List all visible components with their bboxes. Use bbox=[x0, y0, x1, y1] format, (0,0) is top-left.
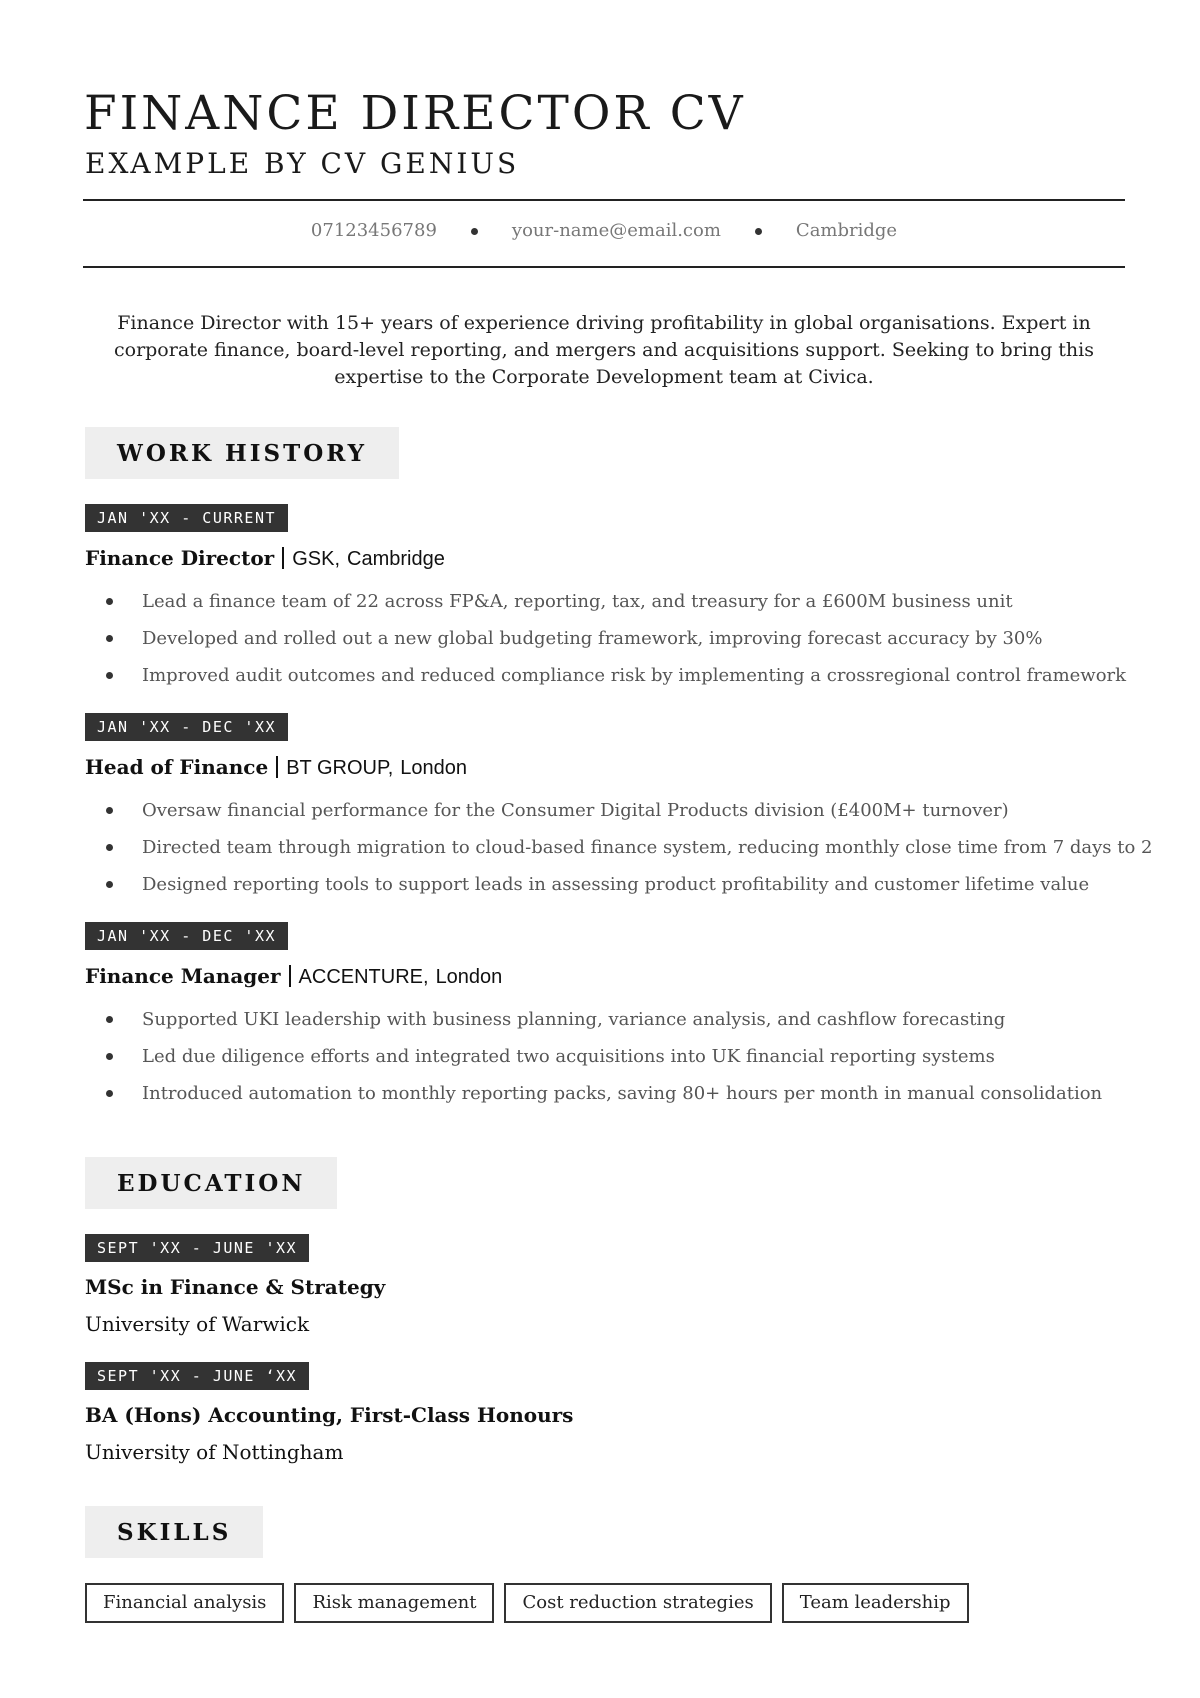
education-date-badge: SEPT 'XX - JUNE ‘XX bbox=[85, 1362, 309, 1390]
job-role: Finance Manager bbox=[85, 964, 281, 988]
job-company: ACCENTURE bbox=[298, 966, 423, 988]
job-location: London bbox=[435, 966, 503, 988]
job-date-badge: JAN 'XX - DEC 'XX bbox=[85, 713, 288, 741]
header-divider-top bbox=[83, 199, 1125, 201]
bullet-dot-icon bbox=[106, 672, 113, 679]
bullet-text: Designed reporting tools to support leads in assessing product profitability and customer lifetime value bbox=[142, 874, 1090, 895]
cv-title: FINANCE DIRECTOR CV bbox=[84, 86, 746, 141]
job-location: Cambridge bbox=[347, 548, 445, 570]
job-company: BT GROUP bbox=[286, 757, 388, 779]
education-school: University of Nottingham bbox=[85, 1440, 344, 1464]
bullet-text: Lead a finance team of 22 across FP&A, reporting, tax, and treasury for a £600M business unit bbox=[142, 591, 1013, 612]
list-item bbox=[85, 829, 1153, 866]
job-title-line: Finance Director GSK, Cambridge bbox=[85, 546, 445, 570]
profile-summary: Finance Director with 15+ years of experience driving profitability in global organisations. Expert in corporate finance, board-level reporting, and mergers and acquisitions support. Seeking to bring this expertise to the Corporate Development team at Civica. bbox=[113, 312, 1094, 388]
list-item bbox=[85, 583, 1126, 620]
bullet-dot-icon bbox=[106, 807, 113, 814]
section-header-education: EDUCATION bbox=[85, 1157, 337, 1209]
contact-bar bbox=[83, 218, 1125, 244]
education-date-badge: SEPT 'XX - JUNE 'XX bbox=[85, 1234, 309, 1262]
list-item bbox=[85, 1001, 1102, 1038]
skill-tag: Cost reduction strategies bbox=[504, 1583, 771, 1623]
cv-subtitle: EXAMPLE BY CV GENIUS bbox=[85, 147, 520, 180]
bullet-dot-icon bbox=[106, 598, 113, 605]
bullet-text: Led due diligence efforts and integrated two acquisitions into UK financial reporting systems bbox=[142, 1046, 995, 1067]
bullet-dot-icon bbox=[106, 1016, 113, 1023]
job-bullet-list bbox=[85, 1001, 1102, 1112]
list-item bbox=[85, 866, 1153, 903]
vertical-divider bbox=[282, 547, 284, 569]
bullet-text: Directed team through migration to cloud-based finance system, reducing monthly close time from 7 days to 2 bbox=[142, 837, 1153, 858]
education-school: University of Warwick bbox=[85, 1312, 310, 1336]
list-item bbox=[85, 1075, 1102, 1112]
bullet-text: Developed and rolled out a new global budgeting framework, improving forecast accuracy by 30% bbox=[142, 628, 1043, 649]
bullet-dot-icon bbox=[106, 1053, 113, 1060]
job-bullet-list bbox=[85, 583, 1126, 694]
list-item bbox=[85, 620, 1126, 657]
skill-tag: Team leadership bbox=[782, 1583, 969, 1623]
bullet-dot-icon bbox=[106, 881, 113, 888]
job-bullet-list bbox=[85, 792, 1153, 903]
vertical-divider bbox=[289, 965, 291, 987]
header-divider-bottom bbox=[83, 266, 1125, 268]
job-company: GSK bbox=[292, 548, 335, 570]
job-title-line: Head of Finance BT GROUP, London bbox=[85, 755, 468, 779]
contact-phone: 07123456789 bbox=[310, 220, 437, 241]
bullet-dot-icon bbox=[106, 1090, 113, 1097]
job-date-badge: JAN 'XX - DEC 'XX bbox=[85, 922, 288, 950]
job-date-badge: JAN 'XX - CURRENT bbox=[85, 504, 288, 532]
vertical-divider bbox=[276, 756, 278, 778]
bullet-dot-icon bbox=[106, 635, 113, 642]
bullet-separator-icon bbox=[755, 228, 762, 235]
bullet-text: Oversaw financial performance for the Consumer Digital Products division (£400M+ turnover) bbox=[142, 800, 1009, 821]
bullet-separator-icon bbox=[471, 228, 478, 235]
job-title-line: Finance Manager ACCENTURE, London bbox=[85, 964, 503, 988]
list-item bbox=[85, 792, 1153, 829]
job-location: London bbox=[400, 757, 468, 779]
section-header-skills: SKILLS bbox=[85, 1506, 263, 1558]
list-item bbox=[85, 657, 1126, 694]
education-degree: MSc in Finance & Strategy bbox=[85, 1275, 386, 1299]
job-role: Head of Finance bbox=[85, 755, 269, 779]
bullet-dot-icon bbox=[106, 844, 113, 851]
skill-tag: Financial analysis bbox=[85, 1583, 284, 1623]
contact-email: your-name@email.com bbox=[511, 220, 721, 241]
skills-list bbox=[85, 1583, 969, 1623]
job-role: Finance Director bbox=[85, 546, 275, 570]
education-degree: BA (Hons) Accounting, First-Class Honours bbox=[85, 1403, 574, 1427]
contact-location: Cambridge bbox=[795, 220, 898, 241]
section-header-work-history: WORK HISTORY bbox=[85, 427, 399, 479]
list-item bbox=[85, 1038, 1102, 1075]
bullet-text: Supported UKI leadership with business planning, variance analysis, and cashflow forecasting bbox=[142, 1009, 1006, 1030]
bullet-text: Introduced automation to monthly reporting packs, saving 80+ hours per month in manual consolidation bbox=[142, 1083, 1103, 1104]
skill-tag: Risk management bbox=[294, 1583, 494, 1623]
bullet-text: Improved audit outcomes and reduced compliance risk by implementing a crossregional control framework bbox=[142, 665, 1127, 686]
